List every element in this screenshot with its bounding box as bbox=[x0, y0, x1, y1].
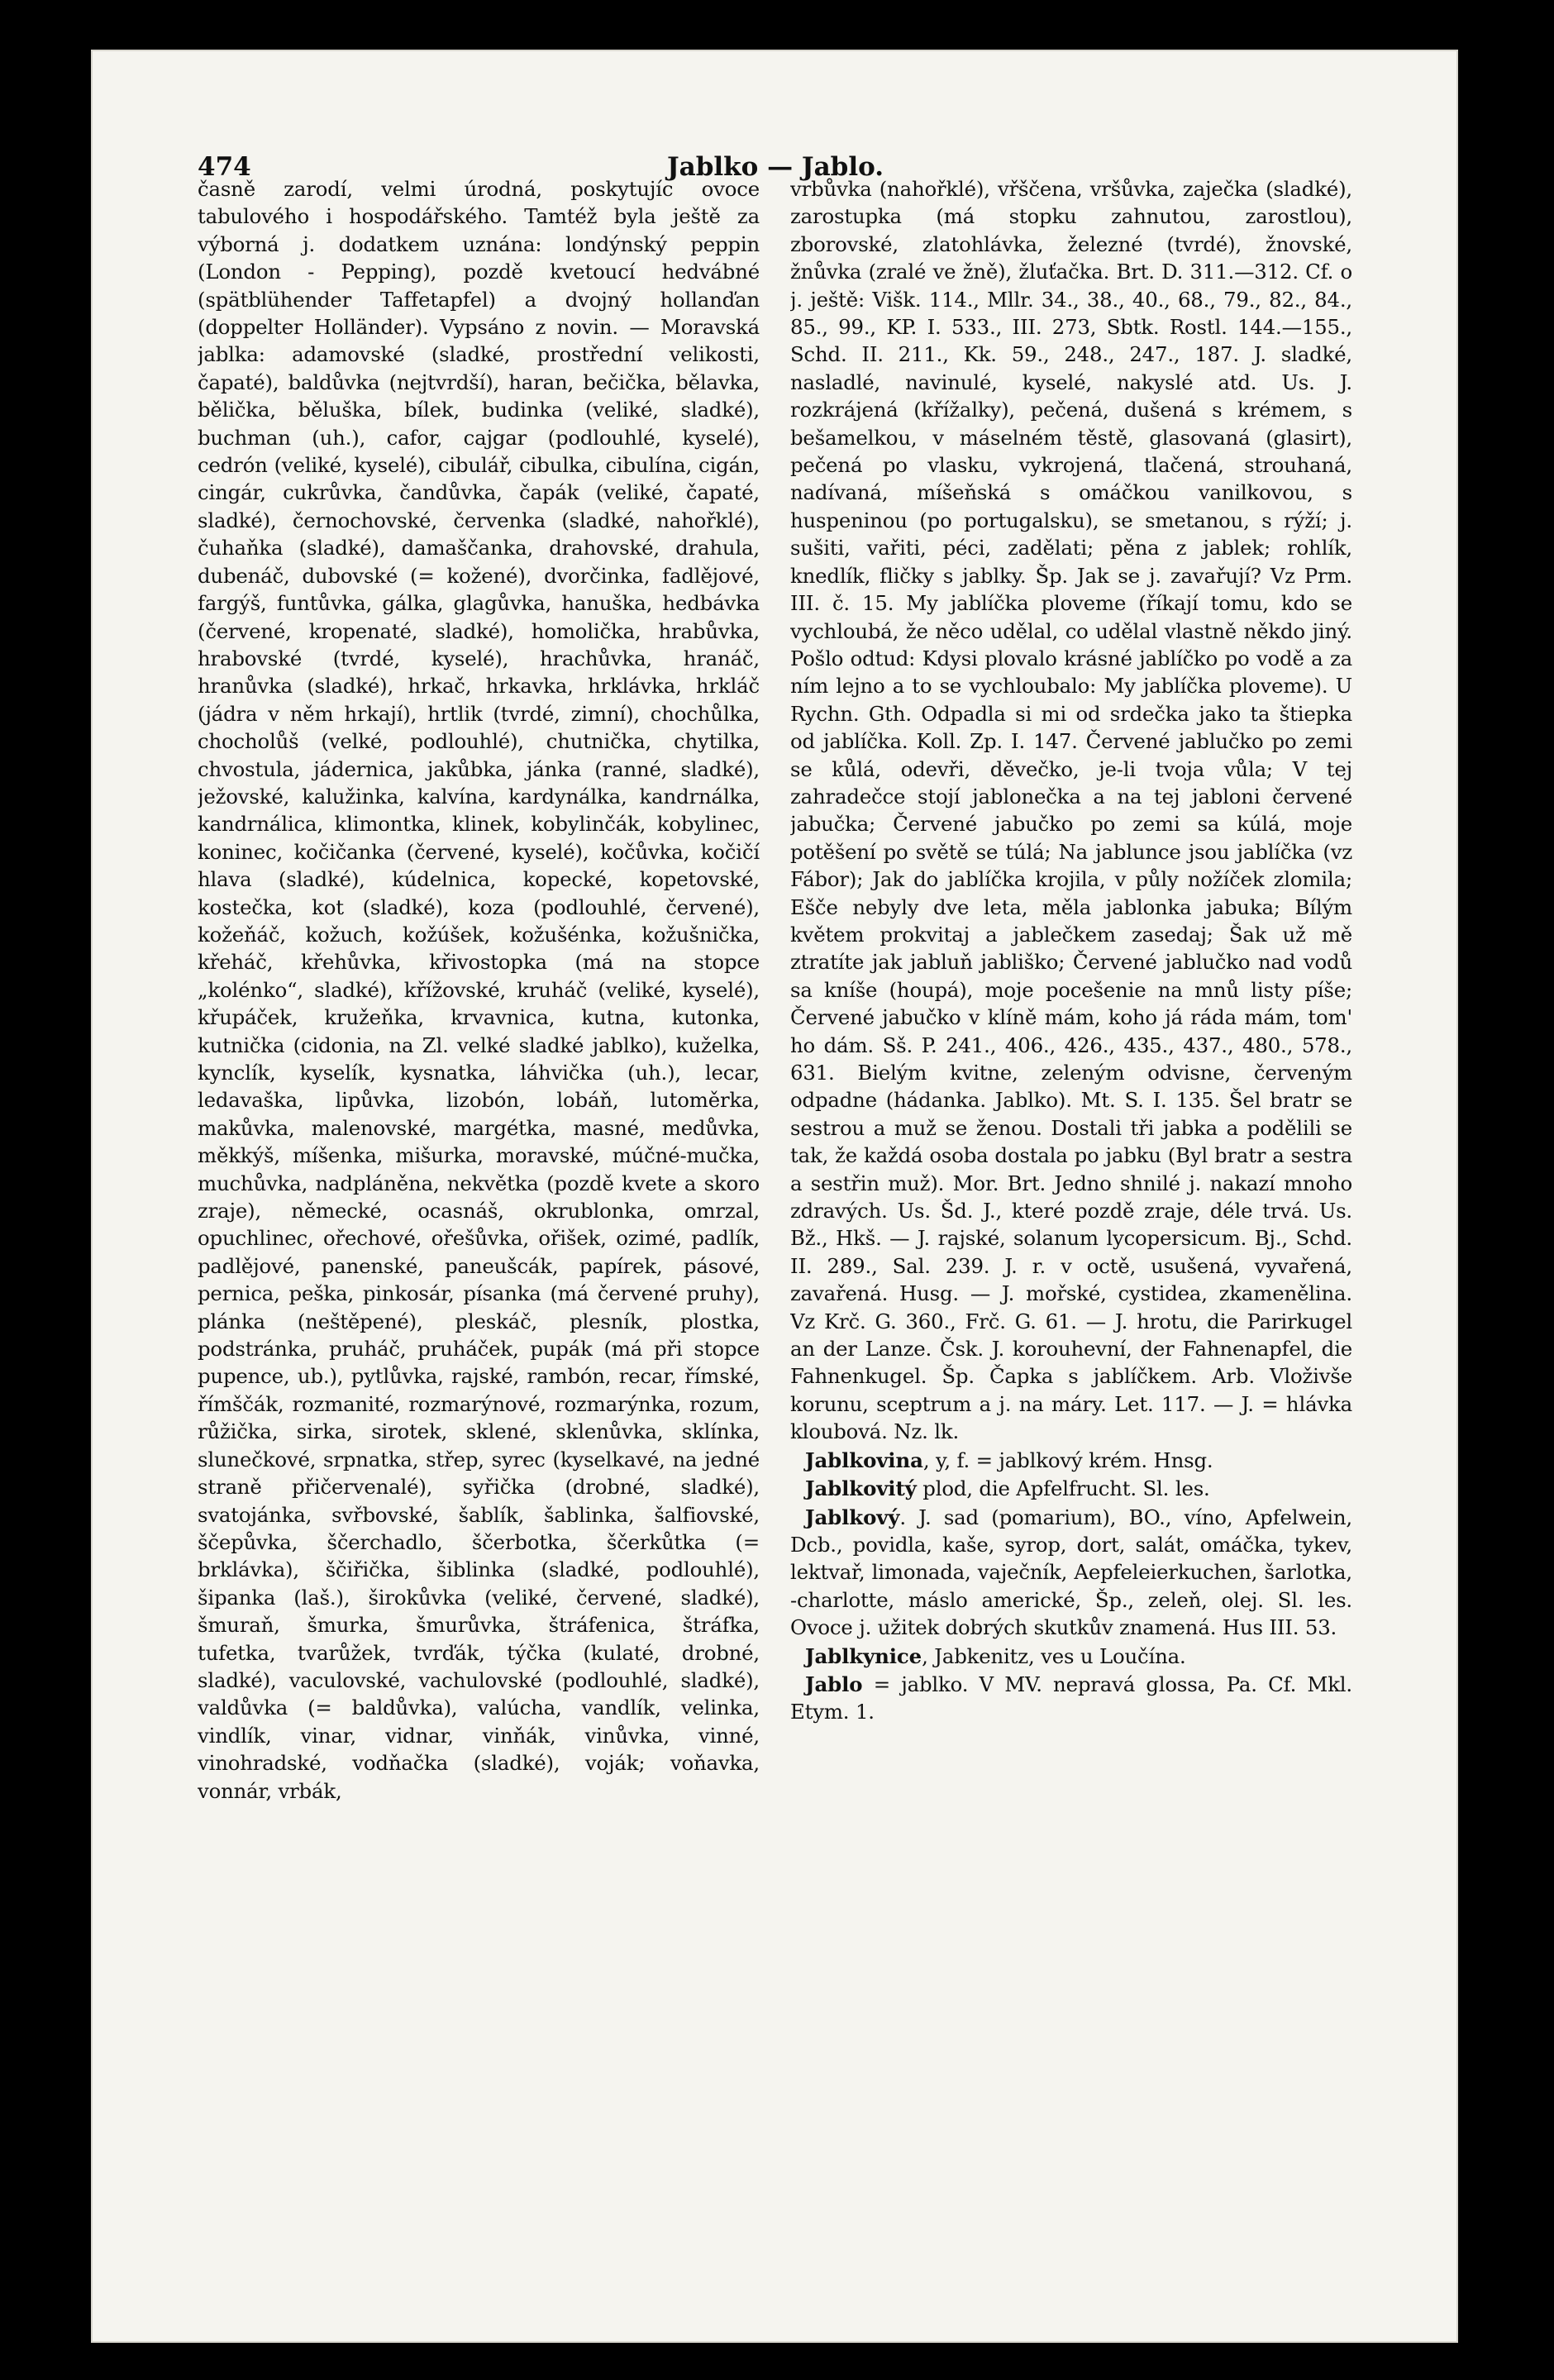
dictionary-entry-jablkovity bbox=[790, 1475, 1352, 1502]
entry-headword: Jablkovina bbox=[805, 1448, 923, 1472]
dictionary-entry-jablkynice bbox=[790, 1643, 1352, 1670]
dictionary-entry-jablo bbox=[790, 1671, 1352, 1726]
entry-headword: Jablkynice bbox=[805, 1643, 922, 1668]
page-number: 474 bbox=[198, 152, 251, 182]
dictionary-entry-jablkovy bbox=[790, 1504, 1352, 1642]
left-column-text: časně zarodí, velmi úrodná, poskytujíc ovoce tabulového i hospodářského. Tamtéž byla ještě za výborná j. dodatkem uznána: londýnský peppin (London - Pepping), pozdě kvetoucí hedvábné (spätblühender Taffetapfel) a dvojný hollanďan (doppelter Holländer). Vypsáno z novin. — Moravská jablka: adamovské (sladké, prostřední velikosti, čapaté), baldůvka (nejtvrdší), haran, bečička, bělavka, bělička, běluška, bílek, budinka (veliké, sladké), buchman (uh.), cafor, cajgar (podlouhlé, kyselé), cedrón (veliké, kyselé), cibulář, cibulka, cibulína, cigán, cingár, cukrůvka, čandůvka, čapák (veliké, čapaté, sladké), černochovské, červenka (sladké, nahořklé), čuhaňka (sladké), damaščanka, drahovské, drahula, dubenáč, dubovské (= kožené), dvorčinka, fadlějové, fargýš, funtůvka, gálka, glagůvka, hanuška, hedbávka (červené, kropenaté, sladké), homolička, hrabůvka, hrabovské (tvrdé, kyselé), hrachůvka, hranáč, hranůvka (sladké), hrkač, hrkavka, hrklávka, hrkláč (jádra v něm hrkají), hrtlik (tvrdé, zimní), chochůlka, chocholůš (velké, podlouhlé), chutnička, chytilka, chvostula, jádernica, jakůbka, jánka (ranné, sladké), ježovské, kalužinka, kalvína, kardynálka, kandrnálka, kandrnálica, klimontka, klinek, kobylinčák, kobylinec, koninec, kočičanka (červené, kyselé), kočůvka, kočičí hlava (sladké), kúdelnica, kopecké, kopetovské, kostečka, kot (sladké), koza (podlouhlé, červené), kožeňáč, kožuch, kožúšek, kožušénka, kožušnička, křeháč, křehůvka, křivostopka (má na stopce „kolénko“, sladké), křížovské, kruháč (veliké, kyselé), křupáček, kružeňka, krvavnica, kutna, kutonka, kutnička (cidonia, na Zl. velké sladké jablko), kuželka, kynclík, kyselík, kysnatka, láhvička (uh.), lecar, ledavaška, lipůvka, lizobón, lobáň, lutoměrka, makůvka, malenovské, margétka, masné, medůvka, měkkýš, míšenka, mišurka, moravské, múčné-mučka, muchůvka, nadpláněna, nekvětka (pozdě kvete a skoro zraje), německé, ocasnáš, okrublonka, omrzal, opuchlinec, ořechové, ořešůvka, ořišek, ozimé, padlík, padlějové, panenské, paneušcák, papírek, pásové, pernica, peška, pinkosár, písanka (má červené pruhy), plánka (neštěpené), pleskáč, plesník, plostka, podstránka, pruháč, pruháček, pupák (má při stopce pupence, ub.), pytlůvka, rajské, rambón, recar, římské, římščák, rozmanité, rozmarýnové, rozmarýnka, rozum, růžička, sirka, sirotek, sklené, sklenůvka, sklínka, slunečkové, srpnatka, střep, syrec (kyselkavé, na jedné straně přičervenalé), syřička (drobné, sladké), svatojánka, svřbovské, šablík, šablinka, šalfiovské, ščepůvka, ščerchadlo, ščerbotka, ščerkůtka (= brklávka), ščiřička, šiblinka (sladké, podlouhlé), šipanka (laš.), širokůvka (veliké, červené, sladké), šmuraň, šmurka, šmurůvka, štráfenica, štráfka, tufetka, tvarůžek, tvrďák, týčka (kulaté, drobné, sladké), vaculovské, vachulovské (podlouhlé, sladké), valdůvka (= baldůvka), valúcha, vandlík, velinka, vindlík, vinar, vidnar, vinňák, vinůvka, vinné, vinohradské, vodňačka (sladké), voják; voňavka, vonnár, vrbák, bbox=[198, 177, 760, 1803]
dictionary-content bbox=[198, 175, 1353, 2283]
entry-headword: Jablkový bbox=[805, 1505, 900, 1529]
dictionary-entry-jablkovina bbox=[790, 1447, 1352, 1474]
left-column bbox=[198, 175, 760, 2283]
page-header bbox=[198, 103, 1353, 182]
entry-headword: Jablo bbox=[805, 1672, 863, 1696]
entry-definition: = jablko. V MV. nepravá glossa, Pa. Cf. Mkl. Etym. 1. bbox=[790, 1672, 1352, 1724]
scanned-dictionary-page bbox=[93, 51, 1456, 2341]
entry-definition: , Jabkenitz, ves u Loučína. bbox=[922, 1643, 1186, 1668]
entry-headword: Jablkovitý bbox=[805, 1476, 917, 1501]
entry-definition: , y, f. = jablkový krém. Hnsg. bbox=[922, 1448, 1213, 1472]
entry-definition: plod, die Apfelfrucht. Sl. les. bbox=[916, 1476, 1210, 1501]
right-column bbox=[790, 175, 1352, 2283]
running-head-title: Jablko — Jablo. bbox=[666, 152, 884, 182]
right-column-continuation: vrbůvka (nahořklé), vřščena, vršůvka, zaječka (sladké), zarostupka (má stopku zahnutou, zarostlou), zborovské, zlatohlávka, železné (tvrdé), žnovské, žnůvka (zralé ve žně), žluťačka. Brt. D. 311.—312. Cf. o j. ještě: Višk. 114., Mllr. 34., 38., 40., 68., 79., 82., 84., 85., 99., KP. I. 533., III. 273, Sbtk. Rostl. 144.—155., Schd. II. 211., Kk. 59., 248., 247., 187. J. sladké, nasladlé, navinulé, kyselé, nakyslé atd. Us. J. rozkrájená (křížalky), pečená, dušená s krémem, s bešamelkou, v máselném těstě, glasovaná (glasirt), pečená po vlasku, vykrojená, tlačená, strouhaná, nadívaná, míšeňská s omáčkou vanilkovou, s huspeninou (po portugalsku), se smetanou, s rýží; j. sušiti, vařiti, péci, zadělati; pěna z jablek; rohlík, knedlík, fličky s jablky. Šp. Jak se j. zavařují? Vz Prm. III. č. 15. My jablíčka ploveme (říkají tomu, kdo se vychloubá, že něco udělal, co udělal vlastně někdo jiný. Pošlo odtud: Kdysi plovalo krásné jablíčko po vodě a za ním lejno a to se vychloubalo: My jablíčka ploveme). U Rychn. Gth. Odpadla si mi od srdečka jako ta štiepka od jablíčka. Koll. Zp. I. 147. Červené jablučko po zemi se kůlá, odevři, děvečko, je-li tvoja vůla; V tej zahradečce stojí jablonečka a na tej jabloni červené jabučka; Červené jabučko po zemi sa kúlá, moje potěšení po světě se túlá; Na jablunce jsou jablíčka (vz Fábor); Jak do jablíčka krojila, v půly nožíček zlomila; Ešče nebyly dve leta, měla jablonka jabuka; Bílým květem prokvitaj a jablečkem zasedaj; Šak už mě ztratíte jak jabluň jabliško; Červené jablučko nad vodů sa kníše (houpá), moje pocešenie na mnů listy píše; Červené jabučko v klíně mám, koho já ráda mám, tom' ho dám. Sš. P. 241., 406., 426., 435., 437., 480., 578., 631. Bielým kvitne, zeleným odvisne, červeným odpadne (hádanka. Jablko). Mt. S. I. 135. Šel bratr se sestrou a muž se ženou. Dostali tři jabka a podělili se tak, že každá osoba dostala po jabku (Byl bratr a sestra a sestřin muž). Mor. Brt. Jedno shnilé j. nakazí mnoho zdravých. Us. Šd. J., které pozdě zraje, déle trvá. Us. Bž., Hkš. — J. rajské, solanum lycopersicum. Bj., Schd. II. 289., Sal. 239. J. r. v octě, usušená, vyvařená, zavařená. Husg. — J. mořské, cystidea, zkamenělina. Vz Krč. G. 360., Frč. G. 61. — J. hrotu, die Parirkugel an der Lanze. Čsk. J. korouhevní, der Fahnenapfel, die Fahnenkugel. Šp. Čapka s jablíčkem. Arb. Vloživše korunu, sceptrum a j. na máry. Let. 117. — J. = hlávka kloubová. Nz. lk. bbox=[790, 177, 1352, 1444]
entry-definition: . J. sad (pomarium), BO., víno, Apfelwein, Dcb., povidla, kaše, syrop, dort, salát, omáčka, tykev, lektvař, limonada, vaječník, Aepfeleierkuchen, šarlotka, -charlotte, máslo americké, Šp., zeleň, olej. Sl. les. Ovoce j. užitek dobrých skutkův znamená. Hus III. 53. bbox=[790, 1505, 1352, 1640]
